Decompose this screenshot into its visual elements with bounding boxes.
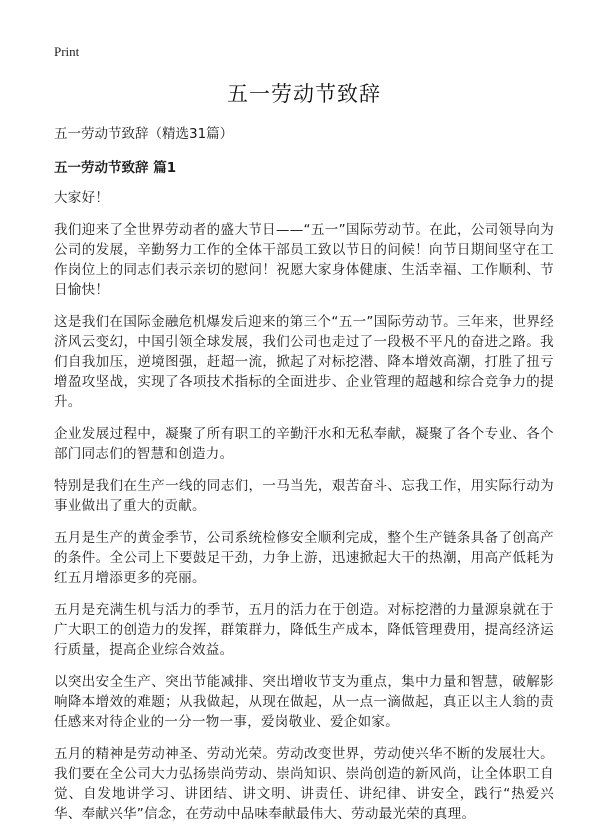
paragraph: 五月是充满生机与活力的季节，五月的活力在于创造。对标挖潜的力量源泉就在于广大职工的创造力的发挥，群策群力，降低生产成本，降低管理费用，提高经济运行质量，提高企业综合效益。 <box>54 602 554 658</box>
paragraph: 特别是我们在生产一线的同志们，一马当先，艰苦奋斗、忘我工作，用实际行动为事业做出了重大的贡献。 <box>54 478 554 514</box>
document-page <box>54 78 554 836</box>
paragraph: 企业发展过程中，凝聚了所有职工的辛勤汗水和无私奉献，凝聚了各个专业、各个部门同志们的智慧和创造力。 <box>54 426 554 462</box>
paragraph: 五月是生产的黄金季节，公司系统检修安全顺利完成，整个生产链条具备了创高产的条件。全公司上下要鼓足干劲，力争上游，迅速掀起大干的热潮，用高产低耗为红五月增添更多的亮丽。 <box>54 530 554 586</box>
section-heading: 五一劳动节致辞 篇1 <box>54 160 177 176</box>
document-title: 五一劳动节致辞 <box>227 82 381 106</box>
paragraph-greeting: 大家好！ <box>54 190 110 206</box>
paragraph: 以突出安全生产、突出节能减排、突出增收节支为重点，集中力量和智慧，破解影响降本增效的难题；从我做起，从现在做起，从一点一滴做起，真正以主人翁的责任感来对待企业的一分一物一事，爱岗敬业、爱企如家。 <box>54 674 554 730</box>
print-label: Print <box>54 44 80 59</box>
paragraph: 这是我们在国际金融危机爆发后迎来的第三个“五一”国际劳动节。三年来，世界经济风云变幻，中国引领全球发展，我们公司也走过了一段极不平凡的奋进之路。我们自我加压，逆境图强，赶超一流，掀起了对标挖潜、降本增效高潮，打胜了扭亏增盈攻坚战，实现了各项技术指标的全面进步、企业管理的超越和综合竞争力的提升。 <box>54 314 554 410</box>
paragraph: 我们迎来了全世界劳动者的盛大节日——“五一”国际劳动节。在此，公司领导向为公司的发展，辛勤努力工作的全体干部员工致以节日的问候！向节日期间坚守在工作岗位上的同志们表示亲切的慰问！祝愿大家身体健康、生活幸福、工作顺利、节日愉快！ <box>54 222 554 298</box>
paragraph: 五月的精神是劳动神圣、劳动光荣。劳动改变世界，劳动使兴华不断的发展壮大。我们要在全公司大力弘扬崇尚劳动、崇尚知识、崇尚创造的新风尚，让全体职工自觉、自发地讲学习、讲团结、讲文明、讲责任、讲纪律、讲安全，践行“热爱兴华、奉献兴华”信念，在劳动中品味奉献最伟大、劳动最光荣的真理。 <box>54 746 554 822</box>
document-subtitle: 五一劳动节致辞（精选31篇） <box>54 126 234 142</box>
